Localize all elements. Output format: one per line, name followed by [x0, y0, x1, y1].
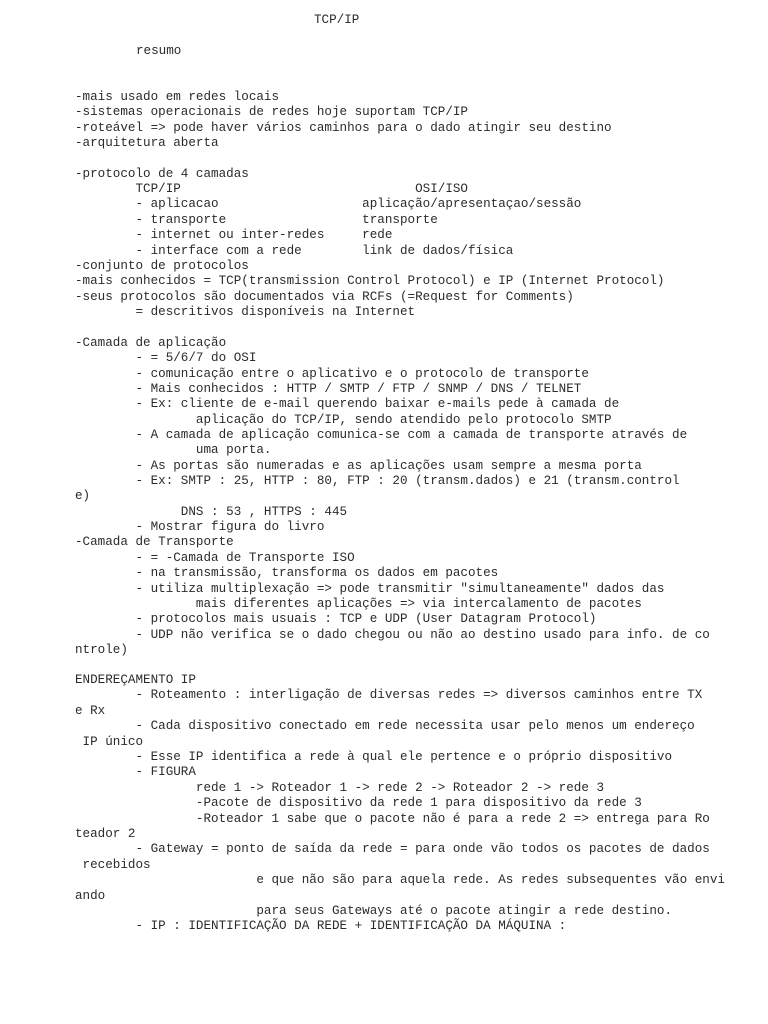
text-line: - Esse IP identifica a rede à qual ele pertence e o próprio dispositivo	[75, 750, 673, 764]
text-line: -conjunto de protocolos	[75, 259, 249, 273]
text-line: mais diferentes aplicações => via intercalamento de pacotes	[75, 597, 642, 611]
text-line: -Roteador 1 sabe que o pacote não é para a rede 2 => entrega para Ro	[75, 812, 710, 826]
text-line: - Mais conhecidos : HTTP / SMTP / FTP / SNMP / DNS / TELNET	[75, 382, 582, 396]
text-line: -Camada de aplicação	[75, 336, 227, 350]
text-line: = descritivos disponíveis na Internet	[75, 305, 416, 319]
text-line: - interface com a rede link de dados/física	[75, 244, 514, 258]
text-line: - na transmissão, transforma os dados em pacotes	[75, 566, 499, 580]
document-title: TCP/IP	[314, 13, 360, 27]
text-line: -mais usado em redes locais	[75, 90, 280, 104]
text-line: - utiliza multiplexação => pode transmitir "simultaneamente" dados das	[75, 582, 665, 596]
text-line: -protocolo de 4 camadas	[75, 167, 249, 181]
text-line: - aplicacao aplicação/apresentaçao/sessão	[75, 197, 582, 211]
text-line: -Camada de Transporte	[75, 535, 234, 549]
text-line: aplicação do TCP/IP, sendo atendido pelo protocolo SMTP	[75, 413, 612, 427]
text-line: uma porta.	[75, 443, 272, 457]
text-line: - FIGURA	[75, 765, 196, 779]
text-line: -mais conhecidos = TCP(transmission Control Protocol) e IP (Internet Protocol)	[75, 274, 665, 288]
text-line: IP único	[75, 735, 144, 749]
text-line: - A camada de aplicação comunica-se com a camada de transporte através de	[75, 428, 688, 442]
text-line: e)	[75, 489, 91, 503]
text-line: para seus Gateways até o pacote atingir a rede destino.	[75, 904, 673, 918]
text-line: - internet ou inter-redes rede	[75, 228, 393, 242]
text-line: - Cada dispositivo conectado em rede necessita usar pelo menos um endereço	[75, 719, 695, 733]
text-line: - UDP não verifica se o dado chegou ou não ao destino usado para info. de co	[75, 628, 710, 642]
text-line: rede 1 -> Roteador 1 -> rede 2 -> Roteador 2 -> rede 3	[75, 781, 605, 795]
text-line: - Ex: SMTP : 25, HTTP : 80, FTP : 20 (transm.dados) e 21 (transm.control	[75, 474, 680, 488]
text-line: DNS : 53 , HTTPS : 445	[75, 505, 348, 519]
text-line: - transporte transporte	[75, 213, 438, 227]
text-line: - IP : IDENTIFICAÇÃO DA REDE + IDENTIFICAÇÃO DA MÁQUINA :	[75, 919, 567, 933]
text-line: - Gateway = ponto de saída da rede = para onde vão todos os pacotes de dados	[75, 842, 710, 856]
text-line: recebidos	[75, 858, 151, 872]
text-line: - Ex: cliente de e-mail querendo baixar e-mails pede à camada de	[75, 397, 620, 411]
text-line: e Rx	[75, 704, 106, 718]
text-line: - Mostrar figura do livro	[75, 520, 325, 534]
text-line: ntrole)	[75, 643, 128, 657]
text-line: TCP/IP OSI/ISO	[75, 182, 468, 196]
text-line: teador 2	[75, 827, 136, 841]
text-line: -Pacote de dispositivo da rede 1 para dispositivo da rede 3	[75, 796, 642, 810]
text-line: - comunicação entre o aplicativo e o protocolo de transporte	[75, 367, 589, 381]
text-line: -sistemas operacionais de redes hoje suportam TCP/IP	[75, 105, 468, 119]
text-line: - As portas são numeradas e as aplicações usam sempre a mesma porta	[75, 459, 642, 473]
text-line: - Roteamento : interligação de diversas redes => diversos caminhos entre TX	[75, 688, 703, 702]
document-subtitle: resumo	[136, 44, 182, 58]
text-line: e que não são para aquela rede. As redes subsequentes vão envi	[75, 873, 725, 887]
text-line: - = 5/6/7 do OSI	[75, 351, 257, 365]
text-line: - = -Camada de Transporte ISO	[75, 551, 355, 565]
text-line: ando	[75, 889, 106, 903]
text-line: -arquitetura aberta	[75, 136, 219, 150]
text-line: -roteável => pode haver vários caminhos para o dado atingir seu destino	[75, 121, 612, 135]
text-line: - protocolos mais usuais : TCP e UDP (User Datagram Protocol)	[75, 612, 597, 626]
text-line: -seus protocolos são documentados via RCFs (=Request for Comments)	[75, 290, 574, 304]
text-line: ENDEREÇAMENTO IP	[75, 673, 196, 687]
